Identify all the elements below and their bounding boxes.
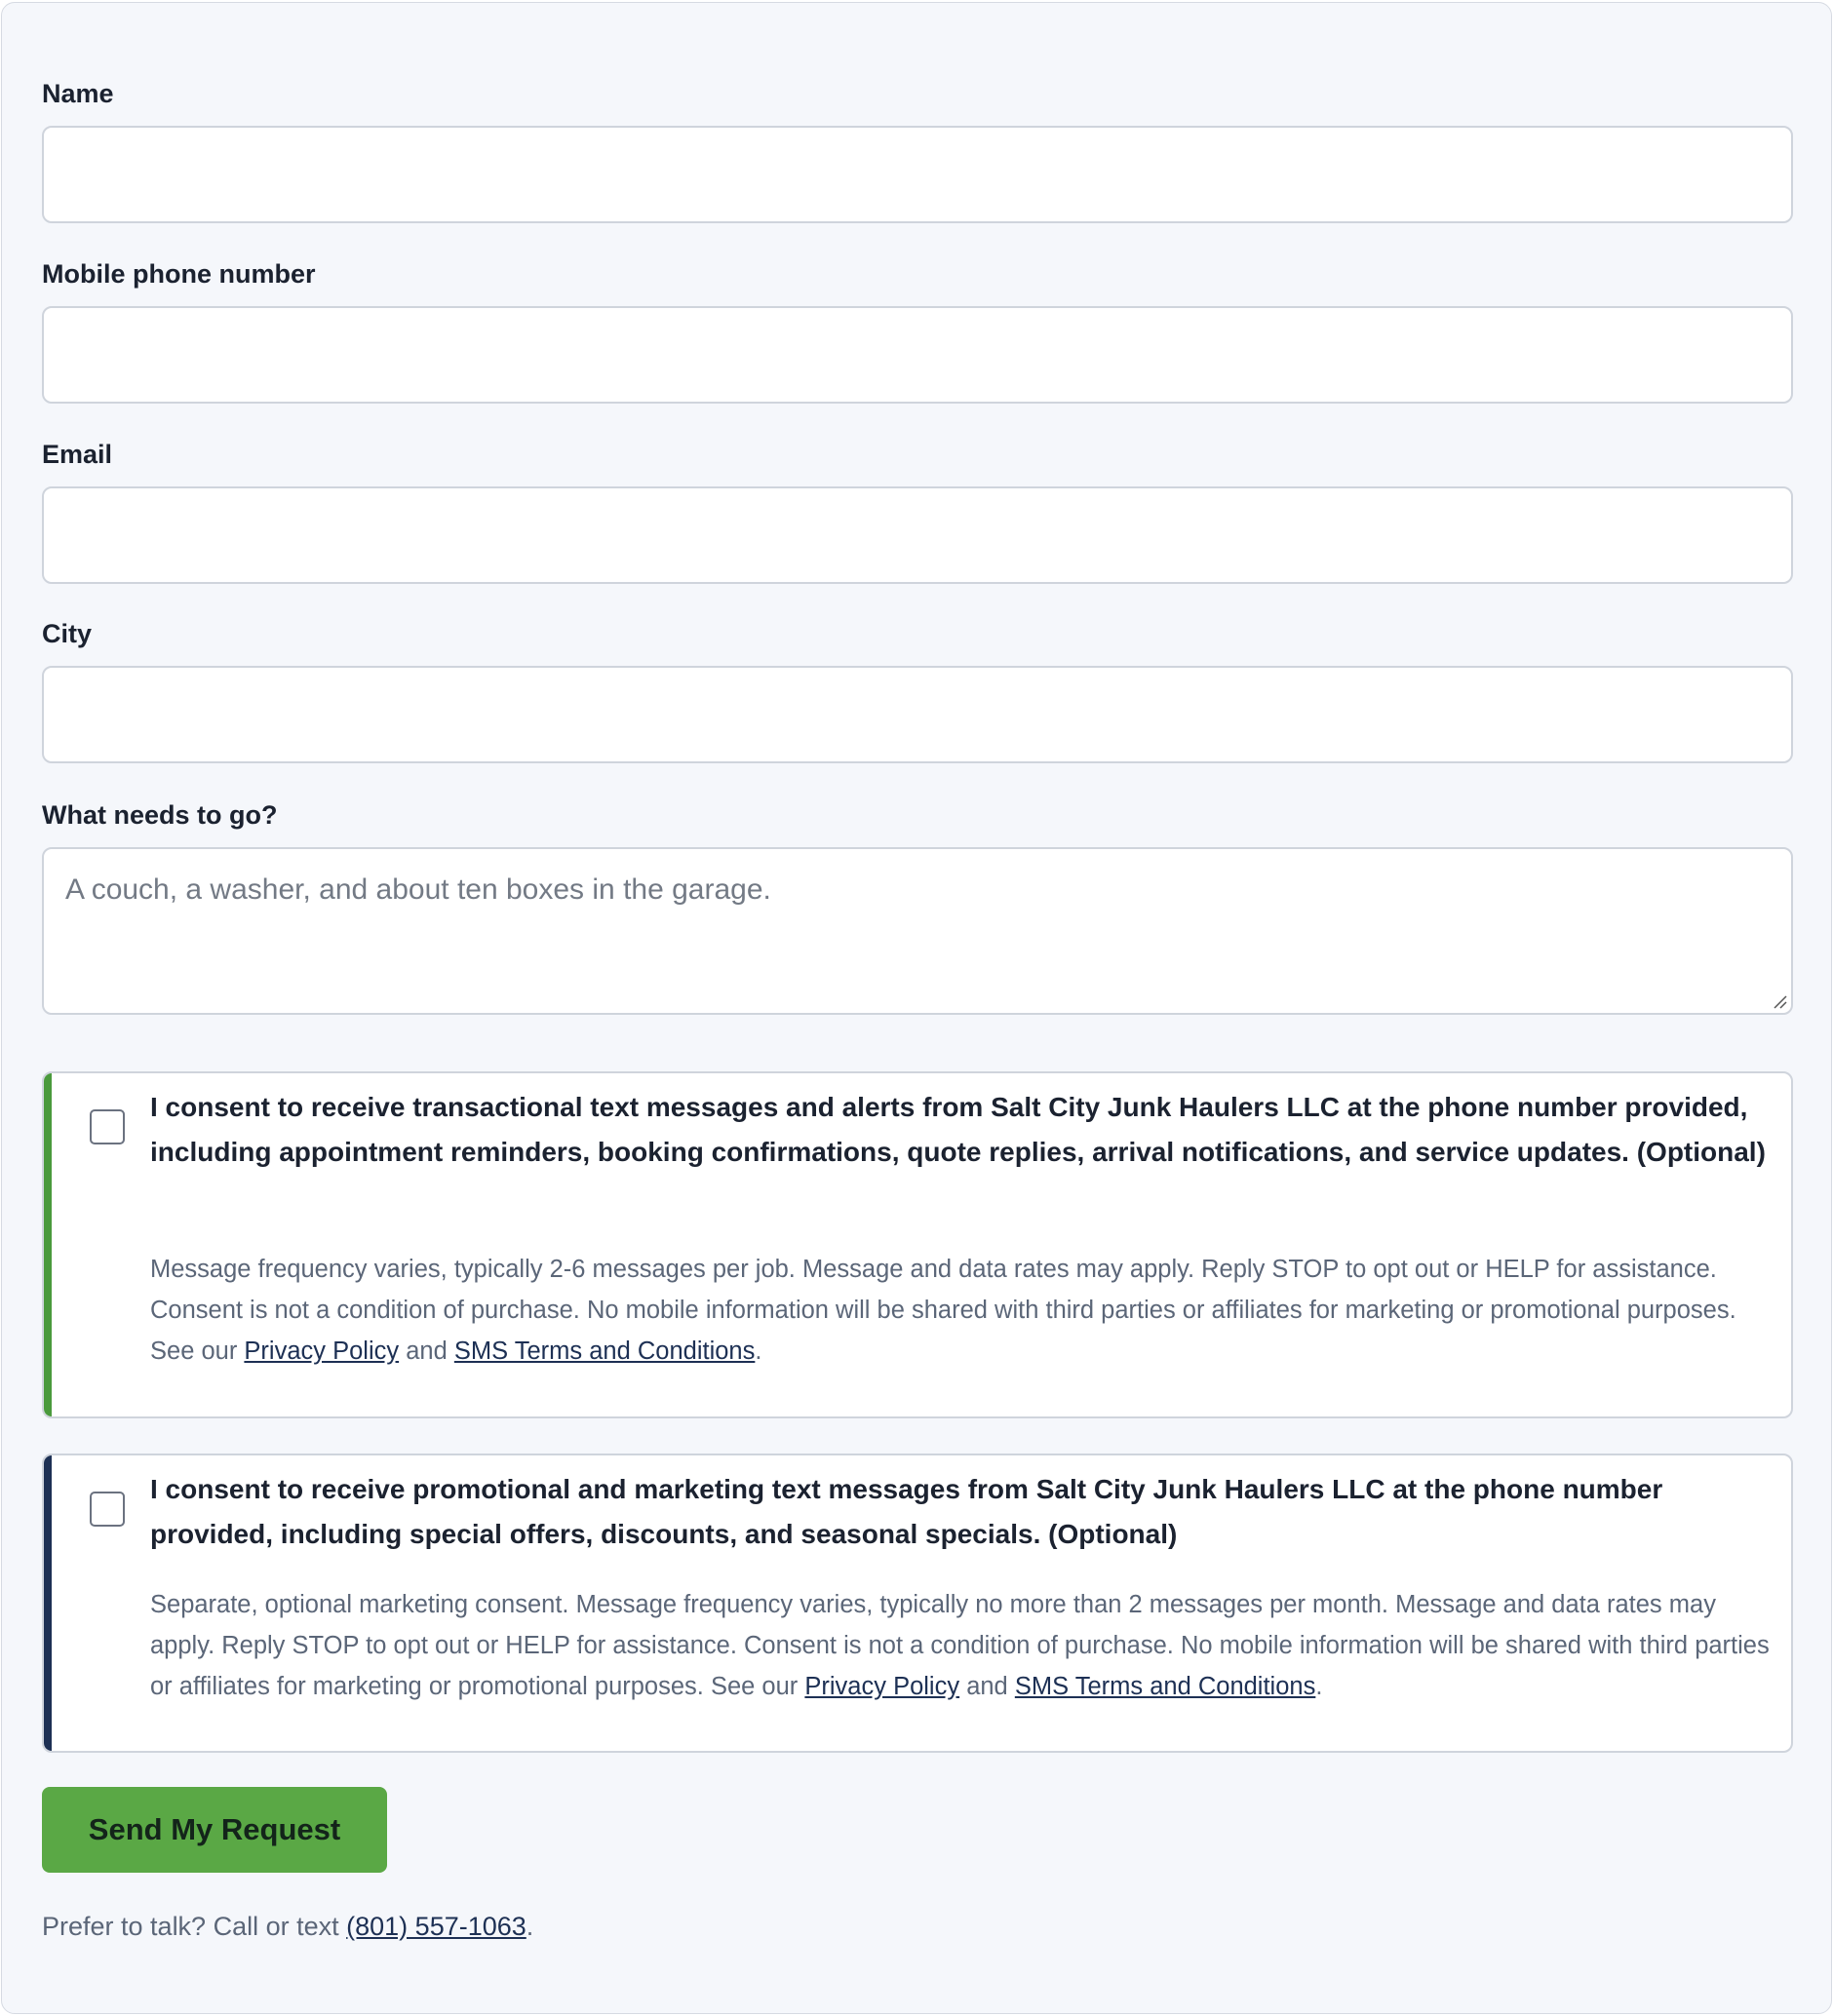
city-label: City [42, 619, 93, 648]
and-text: and [966, 1673, 1008, 1700]
transactional-privacy-policy-link[interactable]: Privacy Policy [244, 1338, 400, 1365]
send-my-request-button[interactable]: Send My Request [42, 1787, 387, 1873]
marketing-privacy-policy-link[interactable]: Privacy Policy [804, 1673, 960, 1700]
transactional-consent-title: I consent to receive transactional text messages and alerts from Salt City Junk Haulers LLC at the phone number provided, including appointment reminders, booking confirmations, quote replies, arrival notifications, and service updates. (Optional) [150, 1092, 1766, 1167]
marketing-consent-title: I consent to receive promotional and marketing text messages from Salt City Junk Haulers LLC at the phone number provided, including special offers, discounts, and seasonal specials. (Optional) [150, 1474, 1663, 1549]
transactional-sms-terms-link[interactable]: SMS Terms and Conditions [453, 1338, 756, 1365]
transactional-consent-body [150, 1249, 1778, 1372]
mobile-phone-input[interactable] [42, 306, 1793, 404]
what-needs-to-go-textarea[interactable] [42, 847, 1793, 1015]
email-input[interactable] [42, 486, 1793, 584]
end-punct: . [1315, 1673, 1323, 1700]
name-label: Name [42, 79, 114, 108]
transactional-consent-checkbox[interactable] [90, 1109, 125, 1144]
marketing-consent-body [150, 1584, 1778, 1707]
mobile-phone-label: Mobile phone number [42, 259, 316, 289]
accent-bar [44, 1073, 52, 1416]
textarea-placeholder: A couch, a washer, and about ten boxes in the garage. [65, 873, 771, 906]
city-input[interactable] [42, 666, 1793, 763]
transactional-consent-text: Message frequency varies, typically 2-6 messages per job. Message and data rates may apply. Reply STOP to opt out or HELP for assistance. Consent is not a condition of purchase. No mobile information will be shared with third parties or affiliates for marketing or promotional purposes. See our [150, 1256, 1736, 1365]
marketing-consent-box [42, 1454, 1793, 1753]
footer-prefix: Prefer to talk? Call or text [42, 1912, 339, 1941]
transactional-consent-box [42, 1071, 1793, 1418]
marketing-consent-text: Separate, optional marketing consent. Message frequency varies, typically no more than 2 messages per month. Message and data rates may apply. Reply STOP to opt out or HELP for assistance. Consent is not a condition of purchase. No mobile information will be shared with third parties or affiliates for marketing or promotional purposes. See our [150, 1591, 1770, 1700]
footer-suffix: . [526, 1912, 534, 1941]
what-needs-to-go-label: What needs to go? [42, 800, 278, 830]
end-punct: . [755, 1338, 762, 1365]
call-or-text-note [42, 1912, 533, 1942]
request-form [1, 2, 1832, 2014]
and-text: and [406, 1338, 448, 1365]
marketing-sms-terms-link[interactable]: SMS Terms and Conditions [1014, 1673, 1316, 1700]
name-input[interactable] [42, 126, 1793, 223]
phone-number-link[interactable]: (801) 557-1063 [346, 1912, 526, 1941]
accent-bar [44, 1455, 52, 1751]
marketing-consent-checkbox[interactable] [90, 1492, 125, 1527]
resize-handle-icon[interactable] [1772, 993, 1787, 1009]
email-label: Email [42, 440, 113, 469]
